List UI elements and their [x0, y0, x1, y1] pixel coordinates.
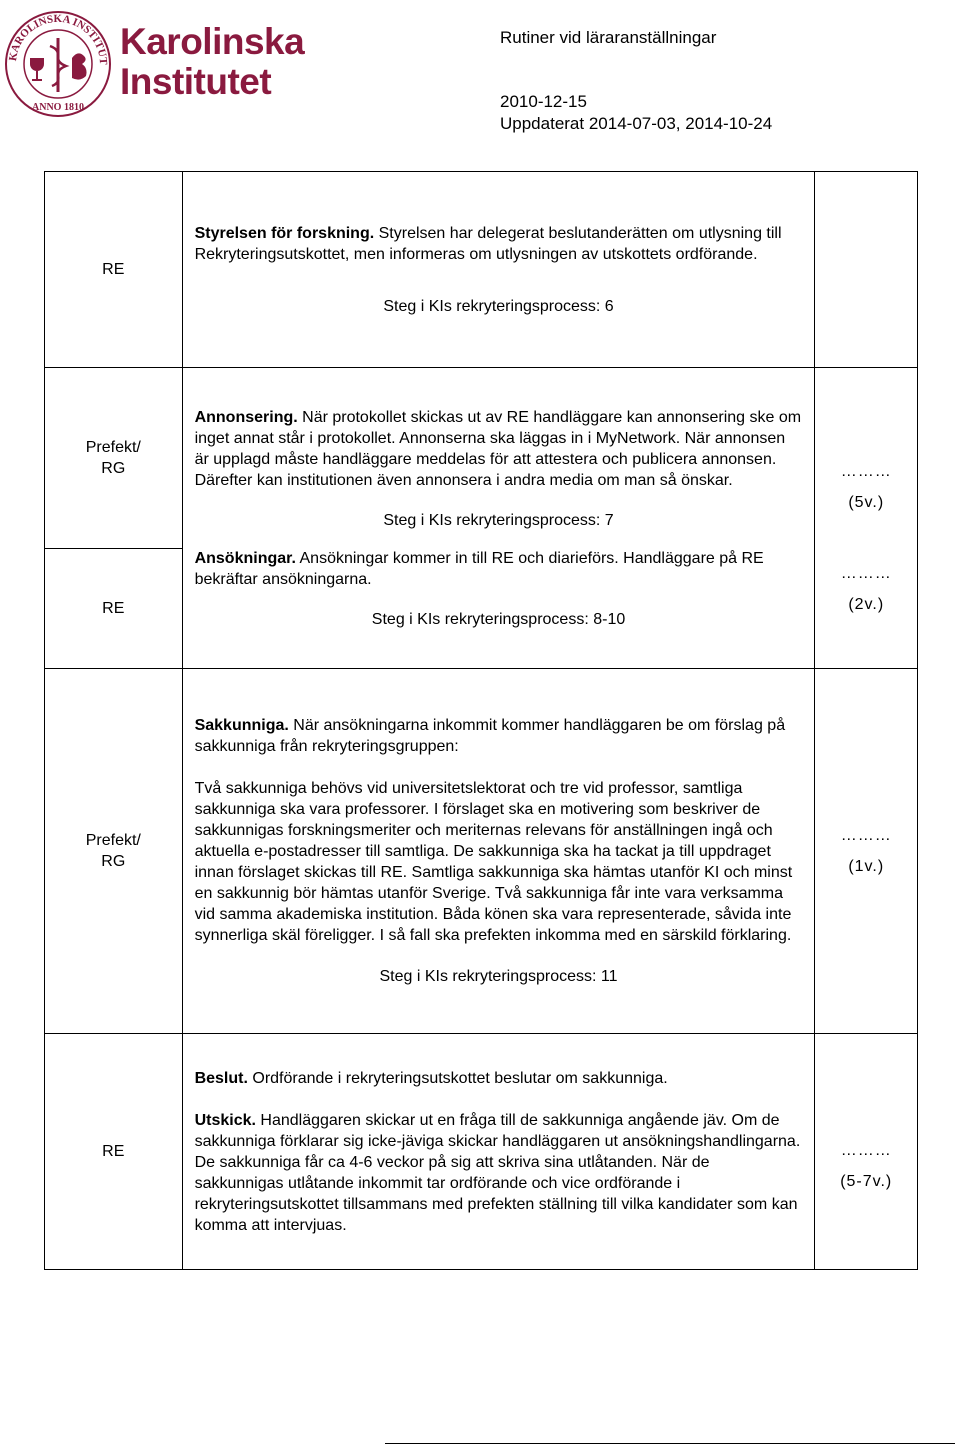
row-text: När ansökningarna inkommit kommer handläggaren be om förslag på sakkunniga från rekryteringsgruppen:: [194, 717, 786, 755]
estimate-dots: ………: [840, 827, 892, 844]
row-heading: Sakkunniga.: [194, 717, 289, 734]
footer-line: [385, 1443, 955, 1444]
row-heading: Beslut.: [194, 1069, 248, 1087]
row-paragraph: [195, 1068, 803, 1089]
logo-wordmark: [120, 22, 304, 102]
table-row: [45, 1034, 918, 1270]
row-heading: Ansökningar.: [194, 549, 296, 567]
estimate-value: (5-7v.): [840, 1173, 893, 1190]
process-step: Steg i KIs rekryteringsprocess: 7: [383, 511, 614, 529]
role-label: RG: [101, 853, 126, 870]
ki-logo: [0, 0, 305, 125]
row-text: Handläggaren skickar ut en fråga till de sakkunniga angående jäv. Om de sakkunniga förklarar sig icke-jäviga skickar handläggaren ut ansökningshandlingarna. De sakkunniga får ca 4-6 veckor på sig att skriva sina utlåtanden. När de sakkunnigas utlåtande inkommit tar ordförande och vice ordförande i rekryteringsutskottet tillsammans med prefekten ställning till vilka kandidater som kan komma att intervjuas.: [194, 1111, 801, 1234]
row-paragraph: Två sakkunniga behövs vid universitetslektorat och tre vid professor, samtliga sakkunniga ska vara professorer. I förslaget ska en motivering som beskriver de sakkunnigas forskningsmeriter och meriternas relevans för anställningen ingå och aktuella e-postadresser till samtliga. De sakkunniga ska ha tackat ja till uppdraget innan förslaget skickas till RE. Samtliga sakkunniga ska hämtas utanför KI och minst en sakkunnig bör hämtas utanför Sverige. Två sakkunniga får inte vara verksamma vid samma akademiska institution. Båda könen ska vara representerade, såvida inte synnerliga skäl föreligger. I så fall ska prefekten inkomma med en särskild förklaring.: [194, 780, 793, 944]
content-cell: [182, 368, 815, 669]
svg-text:KAROLINSKA INSTITUT: KAROLINSKA INSTITUT: [6, 12, 110, 66]
row-paragraph: [195, 548, 803, 590]
document-date: 2010-12-15: [500, 92, 587, 111]
row-paragraph: [195, 1110, 803, 1236]
estimate-value: (5v.): [848, 493, 885, 511]
row-text: Styrelsen har delegerat beslutanderätten om utlysning till Rekryteringsutskottet, men informeras om utlysningen av utskottets ordförande.: [194, 224, 782, 263]
row-paragraph: [195, 715, 803, 757]
content-cell: [182, 172, 815, 368]
estimate-cell: [815, 172, 918, 368]
process-step: Steg i KIs rekryteringsprocess: 6: [383, 297, 614, 315]
estimate-dots: ………: [840, 564, 892, 582]
document-title: Rutiner vid läraranställningar: [500, 28, 717, 47]
process-step: Steg i KIs rekryteringsprocess: 8-10: [371, 610, 626, 628]
estimate-cell: [815, 368, 918, 669]
estimate-dots: ………: [840, 462, 892, 480]
table-row: [45, 172, 918, 368]
document-updated: Uppdaterat 2014-07-03, 2014-10-24: [500, 114, 773, 133]
row-text: När protokollet skickas ut av RE handläggare kan annonsering ske om inget annat står i protokollet. Annonserna ska läggas in i MyNetwork. När annonsen är upplagd måste handläggare meddelas för att attestera och publicera annonsen. Därefter kan institutionen även annonsera i andra media om man så önskar.: [194, 408, 802, 489]
role-label: RE: [102, 261, 125, 278]
role-cell: [45, 669, 183, 1034]
row-heading: Utskick.: [194, 1111, 256, 1129]
role-label: RE: [102, 599, 125, 617]
seal-year: ANNO 1810: [32, 102, 84, 113]
row-text: Ordförande i rekryteringsutskottet beslutar om sakkunniga.: [247, 1069, 668, 1087]
table-row: [45, 669, 918, 1034]
estimate-value: (2v.): [848, 595, 885, 613]
ki-seal-icon: [2, 2, 114, 122]
logo-line-1: Karolinska: [120, 21, 305, 62]
role-label: Prefekt/: [85, 832, 141, 849]
process-step: Steg i KIs rekryteringsprocess: 11: [379, 968, 618, 985]
role-cell: [45, 368, 183, 549]
row-heading: Styrelsen för forskning.: [194, 224, 375, 242]
role-cell: [45, 172, 183, 368]
role-label: Prefekt/: [85, 439, 141, 456]
estimate-cell: [815, 1034, 918, 1270]
process-table: [44, 171, 918, 1270]
row-paragraph: [195, 407, 803, 491]
role-label: RG: [101, 460, 126, 477]
role-cell: [45, 549, 183, 669]
role-cell: [45, 1034, 183, 1270]
role-label: RE: [102, 1143, 125, 1160]
content-cell: [182, 1034, 815, 1270]
table-row: [45, 368, 918, 549]
estimate-value: (1v.): [848, 858, 885, 875]
logo-line-2: Institutet: [120, 61, 272, 102]
row-text: Ansökningar kommer in till RE och diarieförs. Handläggare på RE bekräftar ansökningarna.: [194, 549, 764, 588]
row-heading: Annonsering.: [194, 408, 298, 426]
estimate-dots: ………: [840, 1142, 892, 1159]
estimate-cell: [815, 669, 918, 1034]
row-paragraph: [195, 223, 803, 265]
content-cell: [182, 669, 815, 1034]
